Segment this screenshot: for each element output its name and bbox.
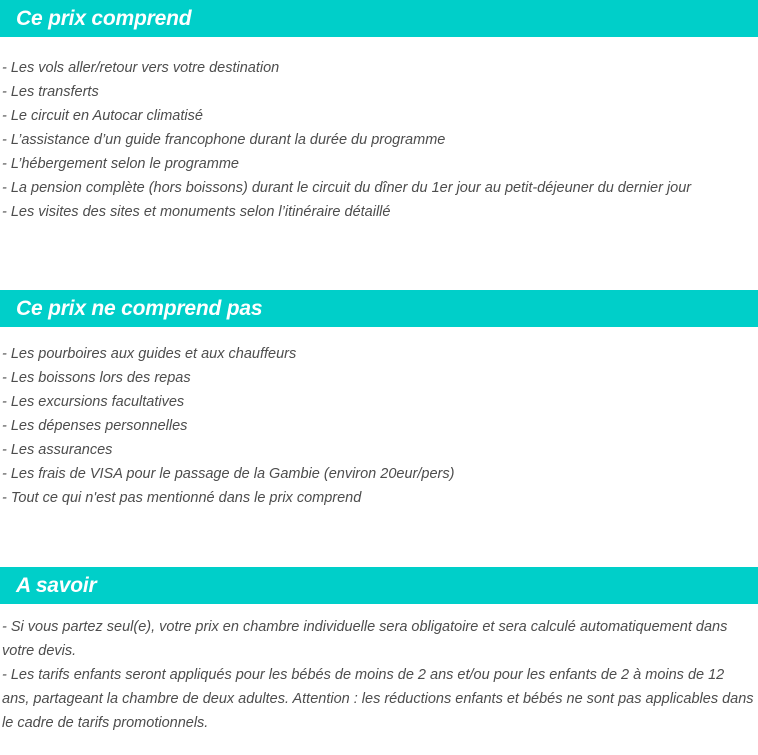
section-body-notes [0,604,758,735]
list-item: - Les frais de VISA pour le passage de la Gambie (environ 20eur/pers) [2,466,455,482]
note-paragraph: - Si vous partez seul(e), votre prix en chambre individuelle sera obligatoire et sera calculé automatiquement dans votre devis. [2,619,728,659]
list-item: - Les transferts [2,84,99,100]
section-header-includes [0,0,758,37]
section-title-excludes: Ce prix ne comprend pas [16,297,263,320]
section-title-includes: Ce prix comprend [16,7,192,30]
list-item: - Les assurances [2,442,113,458]
section-ce-prix-comprend [0,0,758,224]
list-item: - Les boissons lors des repas [2,370,191,386]
list-item: - Les vols aller/retour vers votre destination [2,60,280,76]
section-a-savoir [0,567,758,735]
section-header-excludes [0,290,758,327]
list-item: - L’hébergement selon le programme [2,156,239,172]
section-body-excludes [0,327,758,510]
list-item: - Le circuit en Autocar climatisé [2,108,203,124]
includes-list [2,56,754,224]
list-item: - Les visites des sites et monuments selon l’itinéraire détaillé [2,204,391,220]
section-header-notes [0,567,758,604]
note-paragraph: - Les tarifs enfants seront appliqués pour les bébés de moins de 2 ans et/ou pour les enfants de 2 à moins de 12 ans, partageant la chambre de deux adultes. Attention : les réductions enfants et bébés ne sont pas applicables dans le cadre de tarifs promotionnels. [2,667,754,731]
section-ce-prix-ne-comprend-pas [0,290,758,510]
list-item: - Les pourboires aux guides et aux chauffeurs [2,346,297,362]
list-item: - Les dépenses personnelles [2,418,188,434]
section-body-includes [0,37,758,224]
list-item: - L’assistance d’un guide francophone durant la durée du programme [2,132,446,148]
excludes-list [2,342,754,510]
section-title-notes: A savoir [16,574,97,597]
list-item: - La pension complète (hors boissons) durant le circuit du dîner du 1er jour au petit-déjeuner du dernier jour [2,180,692,196]
list-item: - Tout ce qui n'est pas mentionné dans le prix comprend [2,490,362,506]
list-item: - Les excursions facultatives [2,394,185,410]
